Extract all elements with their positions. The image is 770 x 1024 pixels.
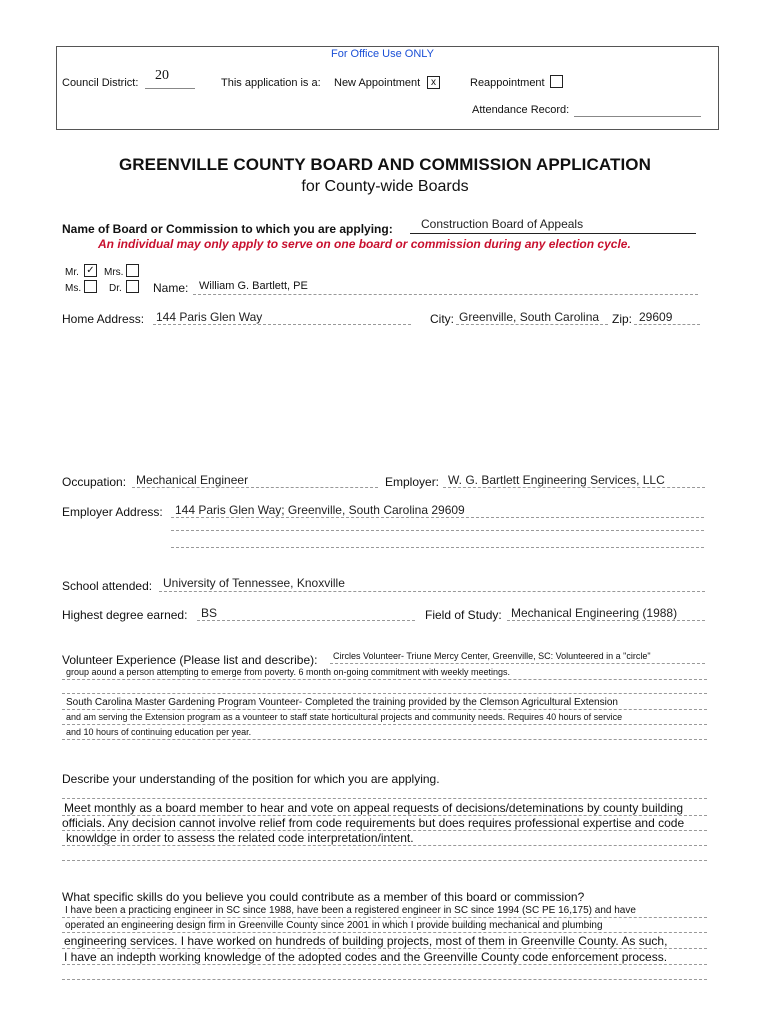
degree-value[interactable]: BS	[201, 606, 218, 620]
skills-line-3[interactable]: engineering services. I have worked on hundreds of building projects, most of them in Greenville County. As such,	[64, 934, 668, 948]
name-label: Name:	[153, 281, 189, 295]
home-address-value[interactable]: 144 Paris Glen Way	[156, 310, 263, 324]
volunteer-line-2[interactable]: group aound a person attempting to emerge from poverty. 6 month on-going commitment with weekly meetings.	[66, 667, 511, 677]
degree-line	[197, 620, 415, 621]
volunteer-rule-3	[62, 693, 707, 694]
degree-label: Highest degree earned:	[62, 608, 188, 622]
board-label: Name of Board or Commission to which you are applying:	[62, 222, 393, 236]
zip-label: Zip:	[612, 312, 633, 326]
occupation-value[interactable]: Mechanical Engineer	[136, 473, 249, 487]
mrs-label: Mrs.	[104, 267, 124, 278]
reappointment-label: Reappointment	[470, 77, 545, 89]
volunteer-rule-6	[62, 739, 707, 740]
volunteer-label: Volunteer Experience (Please list and describe):	[62, 653, 318, 667]
new-appointment-checkbox[interactable]: x	[427, 76, 440, 89]
name-value[interactable]: William G. Bartlett, PE	[199, 280, 308, 292]
employer-address-value[interactable]: 144 Paris Glen Way; Greenville, South Carolina 29609	[175, 503, 465, 517]
occupation-line	[132, 487, 378, 488]
employer-address-line-2	[171, 530, 704, 531]
dr-label: Dr.	[109, 283, 122, 294]
ms-label: Ms.	[65, 283, 82, 294]
understanding-rule-4	[62, 860, 707, 861]
city-label: City:	[430, 312, 454, 326]
employer-address-label: Employer Address:	[62, 505, 163, 519]
understanding-line-1[interactable]: Meet monthly as a board member to hear and vote on appeal requests of decisions/deteminations by county building	[64, 801, 684, 815]
name-line	[193, 294, 698, 295]
occupation-label: Occupation:	[62, 475, 127, 489]
understanding-line-2[interactable]: officials. Any decision cannot involve relief from code requirements but does requires professional expertise and code	[62, 816, 685, 830]
volunteer-rule-4	[62, 709, 707, 710]
understanding-label: Describe your understanding of the position for which you are applying.	[62, 772, 440, 786]
volunteer-line-5[interactable]: and 10 hours of continuing education per year.	[66, 727, 252, 737]
understanding-line-3[interactable]: knowldge in order to assess the related code interpretation/intent.	[66, 831, 414, 845]
employer-line	[443, 487, 705, 488]
employer-label: Employer:	[385, 475, 440, 489]
attendance-record-line[interactable]	[574, 116, 701, 117]
attendance-record-label: Attendance Record:	[472, 104, 570, 116]
election-cycle-warning: An individual may only apply to serve on one board or commission during any election cycle.	[98, 237, 631, 251]
employer-value[interactable]: W. G. Bartlett Engineering Services, LLC	[448, 473, 665, 487]
reappointment-checkbox[interactable]	[550, 75, 563, 88]
skills-rule-4	[62, 964, 707, 965]
employer-address-line-1	[171, 517, 704, 518]
city-value[interactable]: Greenville, South Carolina	[459, 310, 600, 324]
home-address-line	[153, 324, 411, 325]
employer-address-line-3	[171, 547, 704, 548]
volunteer-rule-5	[62, 724, 707, 725]
volunteer-line-3[interactable]: South Carolina Master Gardening Program Vounteer- Completed the training provided by the Clemson Agricultural Extension	[66, 697, 618, 708]
understanding-rule-3	[62, 845, 707, 846]
zip-line	[634, 324, 700, 325]
council-district-label: Council District:	[62, 77, 139, 89]
skills-rule-1	[62, 917, 707, 918]
mrs-checkbox[interactable]	[126, 264, 139, 277]
volunteer-rule-1	[330, 663, 705, 664]
city-line	[456, 324, 608, 325]
skills-label: What specific skills do you believe you could contribute as a member of this board or commission?	[62, 890, 585, 904]
understanding-rule-0	[62, 798, 707, 799]
ms-checkbox[interactable]	[84, 280, 97, 293]
office-use-header: For Office Use ONLY	[331, 48, 434, 60]
skills-rule-2	[62, 932, 707, 933]
field-of-study-label: Field of Study:	[425, 608, 502, 622]
board-value[interactable]: Construction Board of Appeals	[421, 217, 584, 231]
dr-checkbox[interactable]	[126, 280, 139, 293]
council-district-line	[145, 88, 195, 89]
skills-line-2[interactable]: operated an engineering design firm in Greenville County since 2001 in which I provide building mechanical and plumbing	[65, 920, 603, 931]
volunteer-line-1[interactable]: Circles Volunteer- Triune Mercy Center, Greenville, SC: Volunteered in a "circle"	[333, 651, 651, 661]
council-district-value[interactable]: 20	[155, 68, 169, 83]
volunteer-rule-2	[62, 679, 707, 680]
form-subtitle: for County-wide Boards	[301, 178, 469, 195]
board-line	[410, 233, 696, 234]
mr-checkbox[interactable]: ✓	[84, 264, 97, 277]
zip-value[interactable]: 29609	[639, 310, 673, 324]
school-line	[159, 591, 705, 592]
volunteer-line-4[interactable]: and am serving the Extension program as a vounteer to staff state horticultural projects and community needs. Requires 40 hours of service	[66, 712, 623, 722]
skills-rule-3	[62, 948, 707, 949]
skills-line-1[interactable]: I have been a practicing engineer in SC since 1988, have been a registered engineer in SC since 1994 (SC PE 16,175) and have	[65, 905, 636, 916]
mr-label: Mr.	[65, 267, 79, 278]
field-of-study-line	[507, 620, 705, 621]
form-title: GREENVILLE COUNTY BOARD AND COMMISSION APPLICATION	[118, 155, 652, 174]
skills-rule-5	[62, 979, 707, 980]
skills-line-4[interactable]: I have an indepth working knowledge of the adopted codes and the Greenville County code enforcement process.	[64, 950, 668, 964]
field-of-study-value[interactable]: Mechanical Engineering (1988)	[511, 606, 678, 620]
school-label: School attended:	[62, 579, 153, 593]
new-appointment-label: New Appointment	[334, 77, 421, 89]
application-type-label: This application is a:	[221, 77, 321, 89]
home-address-label: Home Address:	[62, 312, 145, 326]
school-value[interactable]: University of Tennessee, Knoxville	[163, 576, 345, 590]
